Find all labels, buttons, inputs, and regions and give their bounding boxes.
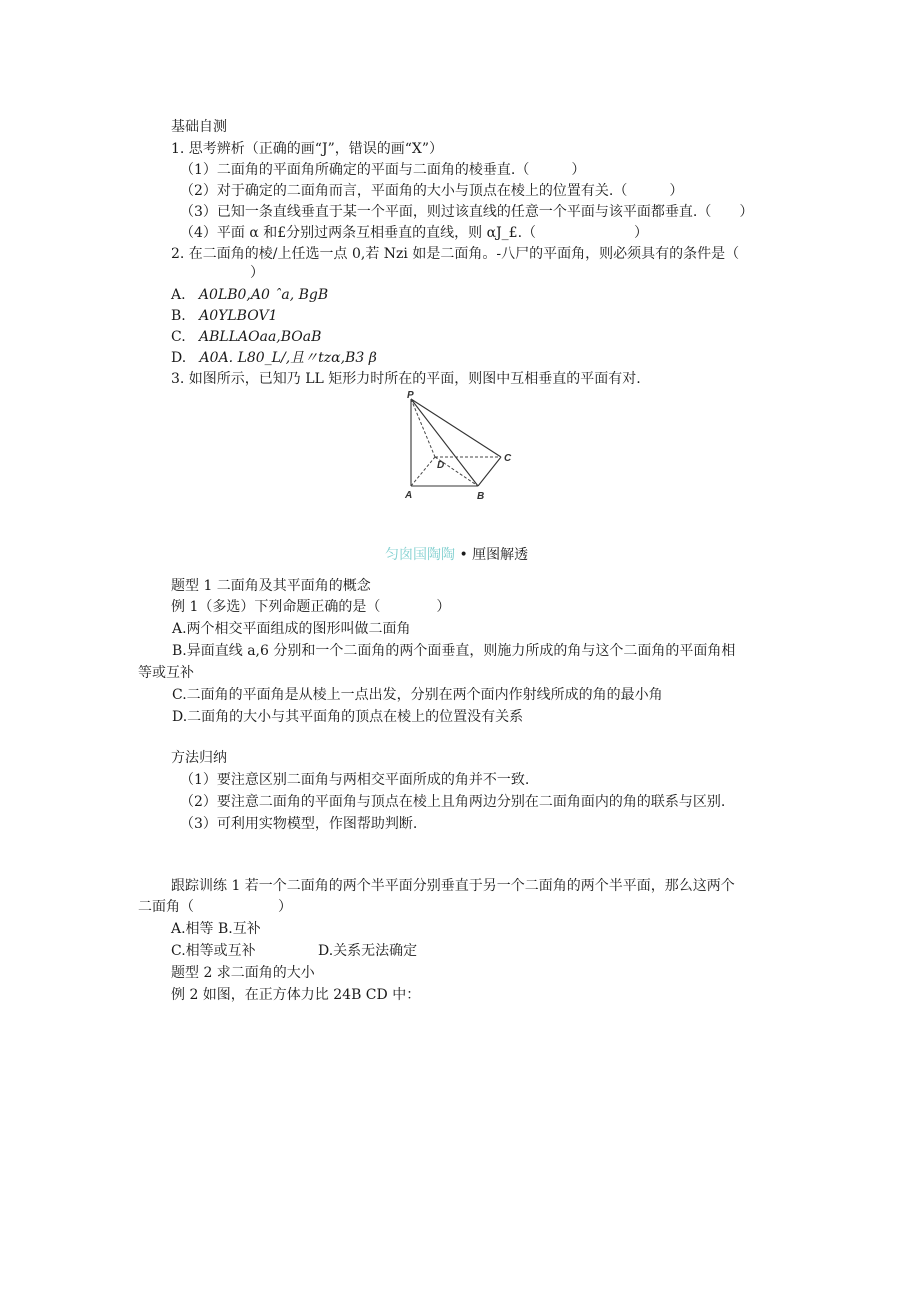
option-text: ABLLAOaa,BOaB [199,329,322,345]
practice1-stem-cont: 二面角（ ） [138,899,292,915]
example1-option-c: C.二面角的平面角是从棱上一点出发，分别在两个面内作射线所成的角的最小角 [172,687,663,703]
q2-option-c [171,327,321,347]
q1-item: （3）已知一条直线垂直于某一个平面，则过该直线的任意一个平面与该平面都垂直.（ ） [180,204,754,220]
vertex-label-c: C [504,453,512,464]
example1-option-b: B.异面直线 a,6 分别和一个二面角的两个面垂直，则施力所成的角与这个二面角的平面角相 [172,643,736,659]
q2-option-d [171,348,377,368]
method-title: 方法归纳 [171,750,227,766]
q1-item: （2）对于确定的二面角而言，平面角的大小与顶点在棱上的位置有关.（ ） [180,183,684,199]
edge-ad [411,457,435,486]
example1-stem: 例 1（多选）下列命题正确的是（ ） [171,599,451,615]
method-item: （1）要注意区别二面角与两相交平面所成的角并不一致. [180,772,530,788]
vertex-label-p: P [407,390,414,401]
option-text: A0YLBOV1 [199,308,278,324]
edge-pb [411,399,478,486]
section-heading-decor: 匀囱国陶陶 [385,547,455,563]
type1-title: 题型 1 二面角及其平面角的概念 [171,578,371,594]
option-label: C. [171,329,186,345]
q1-title: 1. 思考辨析（正确的画“J”，错误的画“X”） [171,141,444,157]
method-item: （2）要注意二面角的平面角与顶点在棱上且角两边分别在二面角面内的角的联系与区别. [180,794,726,810]
vertex-label-b: B [477,491,485,502]
q2-stem: 2. 在二面角的棱/上任选一点 0,若 Nzi 如是二面角。-八尸的平面角，则必须具有的条件是（ [171,246,740,262]
practice1-option-d: D.关系无法确定 [318,943,418,959]
vertex-label-a: A [405,490,413,501]
option-label: B. [171,308,186,324]
option-text: A0LB0,A0 ˆa, BgB [198,287,329,303]
header-self-test: 基础自测 [171,119,227,135]
vertex-label-d: D [437,460,445,471]
practice1-option-c: C.相等或互补 [171,943,256,959]
example1-option-d: D.二面角的大小与其平面角的顶点在棱上的位置没有关系 [172,709,524,725]
edge-pd [411,399,435,457]
example1-option-b-cont: 等或互补 [138,665,194,681]
method-item: （3）可利用实物模型，作图帮助判断. [180,816,418,832]
practice1-stem: 跟踪训练 1 若一个二面角的两个半平面分别垂直于另一个二面角的两个半平面，那么这两个 [171,878,735,894]
section-heading-text: • 厘图解透 [455,547,529,563]
section-heading [385,545,528,565]
practice1-options-ab: A.相等 B.互补 [171,921,261,937]
option-text: A0A. L80_L/,且〃tzα,B3 β [199,350,377,366]
q2-option-b [171,306,277,326]
option-label: A. [171,287,186,303]
q1-item: （1）二面角的平面角所确定的平面与二面角的棱垂直.（ ） [180,162,586,178]
pyramid-figure [398,388,528,506]
edge-pc [411,399,501,457]
type2-title: 题型 2 求二面角的大小 [171,965,315,981]
example2-stem: 例 2 如图，在正方体力比 24B CD 中： [171,987,421,1003]
example1-option-a: A.两个相交平面组成的图形叫做二面角 [172,621,411,637]
q3-text: 3. 如图所示，已知乃 LL 矩形力时所在的平面，则图中互相垂直的平面有对. [171,371,641,387]
edge-bc [478,457,501,486]
q2-stem-cont: ） [138,265,264,281]
option-label: D. [171,350,187,366]
q2-option-a [171,285,328,305]
q1-item: （4）平面 α 和£分别过两条互相垂直的直线，则 αJ_£.（ ） [180,225,649,241]
